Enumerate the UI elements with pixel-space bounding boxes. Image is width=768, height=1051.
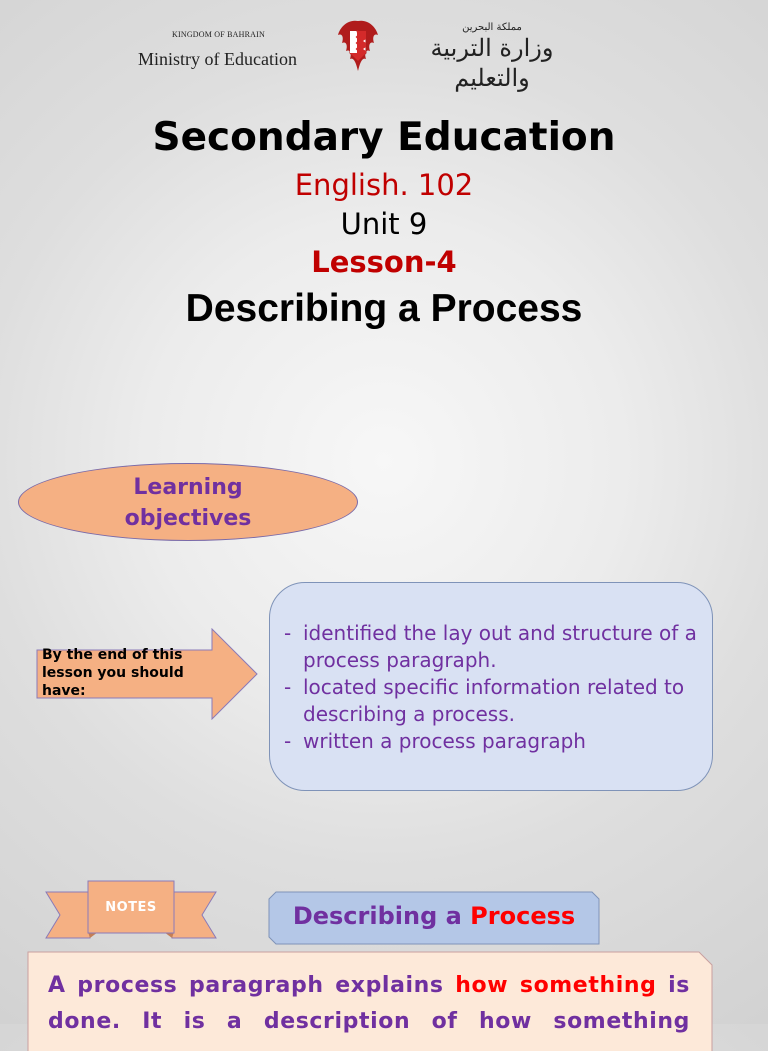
- learning-objectives-label: [18, 472, 358, 534]
- section-title-part1: Describing a: [292, 902, 471, 930]
- learning-objectives-line1: Learning: [133, 475, 243, 500]
- arrow-intro-text: By the end of this lesson you should have:: [42, 647, 184, 699]
- topic-title: Describing a Process: [185, 287, 583, 330]
- learning-objectives-line2: objectives: [124, 506, 252, 531]
- process-paragraph: [48, 968, 690, 1040]
- ministry-label: Ministry of Education: [138, 49, 297, 69]
- paragraph-part3: is done. It is a description of how something: [48, 973, 690, 1034]
- kingdom-label: KINGDOM OF BAHRAIN: [172, 30, 265, 39]
- objective-item: - located specific information related to describing a process.: [284, 674, 704, 728]
- paragraph-highlight: how something: [455, 973, 657, 998]
- notes-label: NOTES: [105, 900, 157, 915]
- course-title: English. 102: [294, 168, 474, 202]
- paragraph-part1: A process paragraph explains: [48, 973, 456, 998]
- objective-item: - identified the lay out and structure of a process paragraph.: [284, 620, 704, 674]
- arabic-ministry-text: وزارة التربية والتعليم: [430, 34, 554, 92]
- bahrain-emblem-icon: [334, 17, 382, 75]
- objective-item: - written a process paragraph: [284, 728, 704, 755]
- objectives-list: [284, 620, 704, 755]
- arabic-ministry-logo: [402, 22, 582, 92]
- section-title-part2: Process: [470, 902, 576, 930]
- section-title: [268, 902, 600, 930]
- arabic-kingdom-text: مملكة البحرين: [462, 22, 522, 33]
- main-title: Secondary Education: [152, 115, 616, 160]
- unit-title: Unit 9: [340, 207, 428, 241]
- lesson-title: Lesson-4: [311, 245, 457, 279]
